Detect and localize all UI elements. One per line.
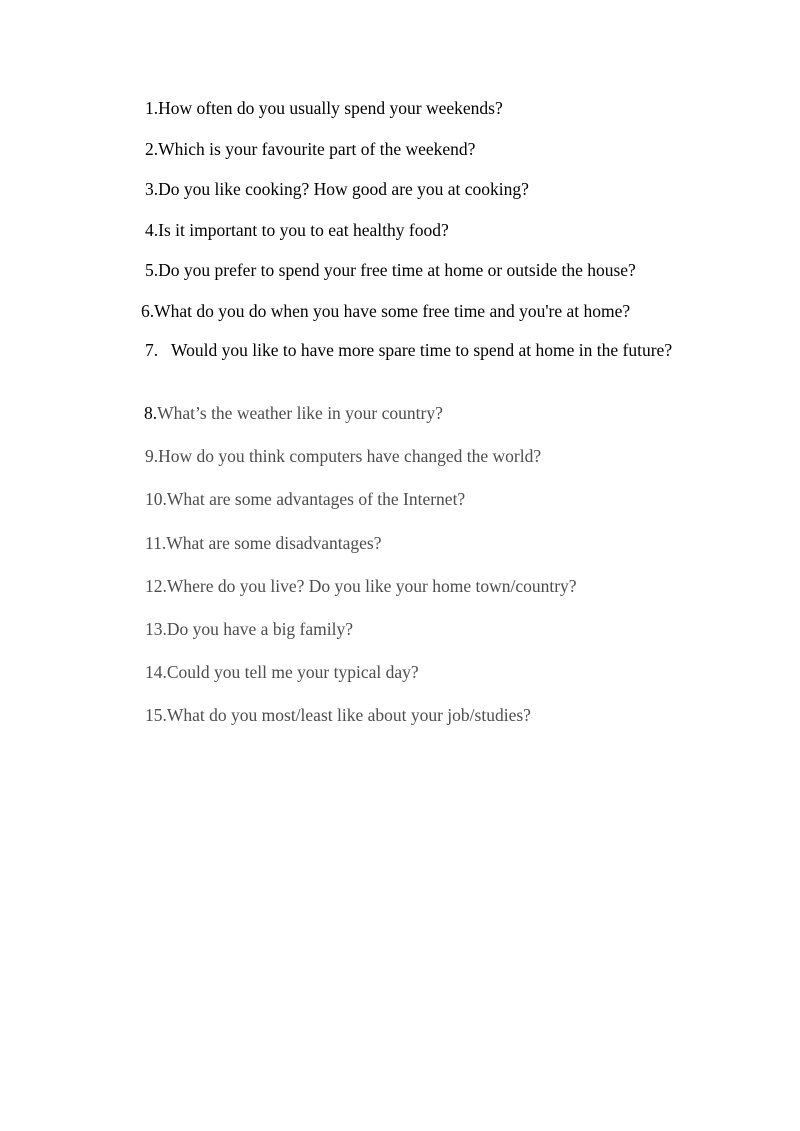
question-number: 12. — [145, 576, 167, 596]
question-text: What do you most/least like about your job/studies? — [166, 705, 531, 725]
question-text: How often do you usually spend your weekends? — [158, 98, 503, 118]
question-9 — [145, 446, 541, 467]
question-text: Would you like to have more spare time to spend at home in the future? — [171, 340, 673, 360]
question-number: 8. — [144, 403, 158, 423]
question-text: What are some advantages of the Internet? — [166, 489, 466, 509]
question-text: What do you do when you have some free time and you're at home? — [154, 301, 631, 321]
question-text: Which is your favourite part of the weekend? — [158, 139, 476, 159]
question-number: 1. — [145, 98, 159, 118]
question-3 — [145, 179, 529, 200]
question-number: 4. — [145, 220, 159, 240]
question-text: Where do you live? Do you like your home town/country? — [166, 576, 577, 596]
question-text: What are some disadvantages? — [166, 533, 382, 553]
question-number: 6. — [141, 301, 155, 321]
question-12 — [145, 576, 577, 597]
question-number: 9. — [145, 446, 159, 466]
question-1 — [145, 98, 503, 119]
question-number: 2. — [145, 139, 159, 159]
question-text: Do you like cooking? How good are you at cooking? — [158, 179, 529, 199]
question-14 — [145, 662, 419, 683]
question-number: 13. — [145, 619, 167, 639]
question-6 — [141, 301, 630, 322]
question-number: 15. — [145, 705, 167, 725]
question-10 — [145, 489, 465, 510]
question-13 — [145, 619, 353, 640]
question-text: What’s the weather like in your country? — [157, 403, 443, 423]
question-number: 5. — [145, 260, 159, 280]
question-15 — [145, 705, 531, 726]
question-text: Could you tell me your typical day? — [166, 662, 419, 682]
question-text: Do you prefer to spend your free time at home or outside the house? — [158, 260, 636, 280]
question-number: 11. — [145, 533, 167, 553]
question-5 — [145, 260, 636, 281]
question-2 — [145, 139, 475, 160]
question-number: 14. — [145, 662, 167, 682]
question-number: 7. — [145, 340, 159, 360]
question-8 — [144, 403, 443, 424]
question-text: Do you have a big family? — [166, 619, 354, 639]
question-number: 10. — [145, 489, 167, 509]
question-4 — [145, 220, 449, 241]
question-text: How do you think computers have changed the world? — [158, 446, 542, 466]
question-text: Is it important to you to eat healthy food? — [158, 220, 449, 240]
question-number: 3. — [145, 179, 159, 199]
question-11 — [145, 533, 382, 554]
